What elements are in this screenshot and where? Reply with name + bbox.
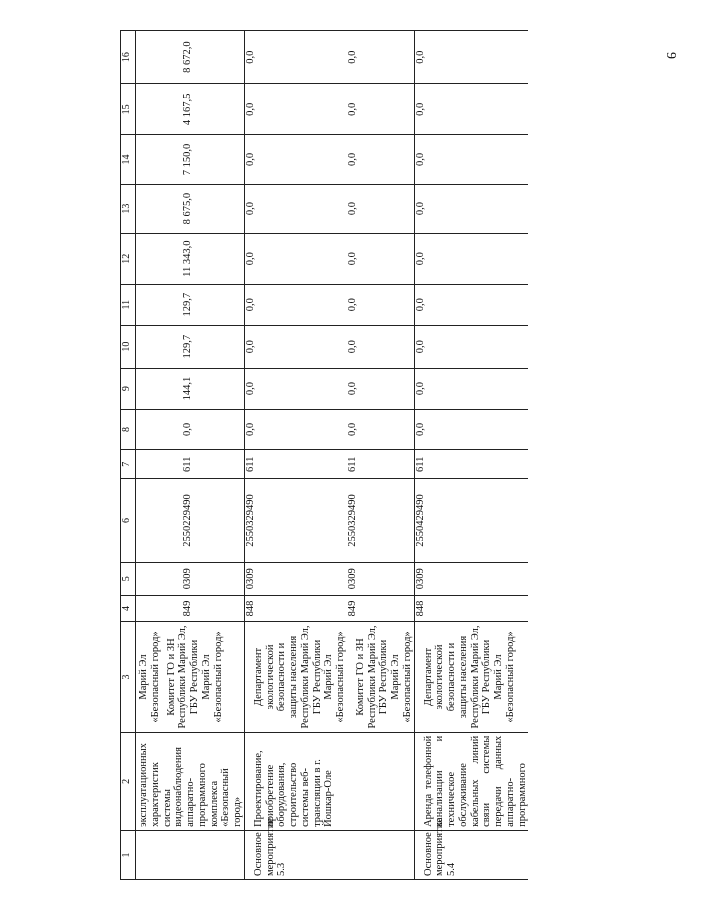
executor-cell: Департамент экологической безопасности и защиты населения Республики Марий Эл, ГБУ Республики Марий Эл «Безопасный город» <box>244 622 347 732</box>
value-cell: 0,0 <box>414 31 528 84</box>
value-cell: 0,0 <box>244 135 347 184</box>
section-code: 0309 <box>136 562 245 595</box>
column-header: 11 <box>121 284 136 325</box>
section-code: 0309 <box>414 562 528 595</box>
column-header: 16 <box>121 31 136 84</box>
value-cell: 0,0 <box>244 368 347 409</box>
value-cell: 129,7 <box>136 325 245 368</box>
value-cell: 0,0 <box>244 284 347 325</box>
grbs-code: 849 <box>136 595 245 622</box>
table-row <box>244 31 347 880</box>
value-cell: 0,0 <box>347 84 414 135</box>
column-header: 7 <box>121 450 136 479</box>
expense-type: 611 <box>136 450 245 479</box>
header-row <box>121 31 136 880</box>
column-header: 5 <box>121 562 136 595</box>
description-cell <box>347 732 414 830</box>
expense-type: 611 <box>414 450 528 479</box>
target-article: 2550429490 <box>414 479 528 563</box>
value-cell: 0,0 <box>347 368 414 409</box>
executor-text: Марий Эл «Безопасный город» <box>138 631 161 723</box>
column-header: 9 <box>121 368 136 409</box>
value-cell: 7 150,0 <box>136 135 245 184</box>
value-cell: 11 343,0 <box>136 233 245 284</box>
value-cell: 0,0 <box>347 409 414 450</box>
value-cell: 0,0 <box>347 284 414 325</box>
target-article: 2550329490 <box>347 479 414 563</box>
measure-cell: Основное мероприятие 5.3 <box>244 830 347 879</box>
column-header: 1 <box>121 830 136 879</box>
value-cell: 0,0 <box>414 233 528 284</box>
value-cell: 0,0 <box>414 284 528 325</box>
value-cell: 129,7 <box>136 284 245 325</box>
value-cell: 8 672,0 <box>136 31 245 84</box>
value-cell: 0,0 <box>347 135 414 184</box>
description-cell: эксплуатационных характеристик системы видеонаблюдения аппаратно-программного комплекса «Безопасный город» <box>136 732 245 830</box>
value-cell: 0,0 <box>244 233 347 284</box>
value-cell: 0,0 <box>244 31 347 84</box>
measure-cell <box>136 830 245 879</box>
column-header: 12 <box>121 233 136 284</box>
value-cell: 8 675,0 <box>136 184 245 233</box>
target-article: 2550329490 <box>244 479 347 563</box>
table-row <box>414 31 528 880</box>
executor-text: Комитет ГО и ЗН Республики Марий Эл, ГБУ Республики Марий Эл «Безопасный город» <box>165 625 224 729</box>
value-cell: 0,0 <box>414 325 528 368</box>
table-row <box>347 31 414 880</box>
value-cell: 0,0 <box>244 409 347 450</box>
value-cell: 0,0 <box>414 184 528 233</box>
value-cell: 0,0 <box>244 184 347 233</box>
value-cell: 0,0 <box>347 233 414 284</box>
page-number: 9 <box>663 52 678 59</box>
value-cell: 0,0 <box>244 325 347 368</box>
executor-cell: Департамент экологической безопасности и защиты населения Республики Марий Эл, ГБУ Республики Марий Эл «Безопасный город» <box>414 622 528 732</box>
value-cell: 0,0 <box>136 409 245 450</box>
executor-cell <box>136 622 245 732</box>
column-header: 13 <box>121 184 136 233</box>
value-cell: 0,0 <box>244 84 347 135</box>
measure-cell <box>347 830 414 879</box>
section-code: 0309 <box>244 562 347 595</box>
column-header: 3 <box>121 622 136 732</box>
expense-type: 611 <box>347 450 414 479</box>
expense-type: 611 <box>244 450 347 479</box>
measure-cell: Основное мероприятие 5.4 <box>414 830 528 879</box>
column-header: 10 <box>121 325 136 368</box>
column-header: 8 <box>121 409 136 450</box>
column-header: 4 <box>121 595 136 622</box>
value-cell: 0,0 <box>414 409 528 450</box>
grbs-code: 848 <box>414 595 528 622</box>
column-header: 2 <box>121 732 136 830</box>
description-cell: Проектирование, приобретение оборудования, строительство системы веб-трансляции в г. Йошкар-Оле <box>244 732 347 830</box>
executor-cell: Комитет ГО и ЗН Республики Марий Эл, ГБУ Республики Марий Эл «Безопасный город» <box>347 622 414 732</box>
value-cell: 0,0 <box>347 31 414 84</box>
rotated-page <box>120 30 720 880</box>
grbs-code: 849 <box>347 595 414 622</box>
column-header: 14 <box>121 135 136 184</box>
value-cell: 0,0 <box>414 135 528 184</box>
value-cell: 0,0 <box>414 84 528 135</box>
column-header: 6 <box>121 479 136 563</box>
value-cell: 0,0 <box>347 184 414 233</box>
table-row <box>136 31 245 880</box>
value-cell: 0,0 <box>347 325 414 368</box>
value-cell: 0,0 <box>414 368 528 409</box>
budget-table <box>120 30 528 880</box>
section-code: 0309 <box>347 562 414 595</box>
grbs-code: 848 <box>244 595 347 622</box>
value-cell: 4 167,5 <box>136 84 245 135</box>
description-cell: Аренда телефонной канализации и техническое обслуживание кабельных линий связи системы передачи данных аппаратно-программного <box>414 732 528 830</box>
target-article: 2550229490 <box>136 479 245 563</box>
column-header: 15 <box>121 84 136 135</box>
value-cell: 144,1 <box>136 368 245 409</box>
